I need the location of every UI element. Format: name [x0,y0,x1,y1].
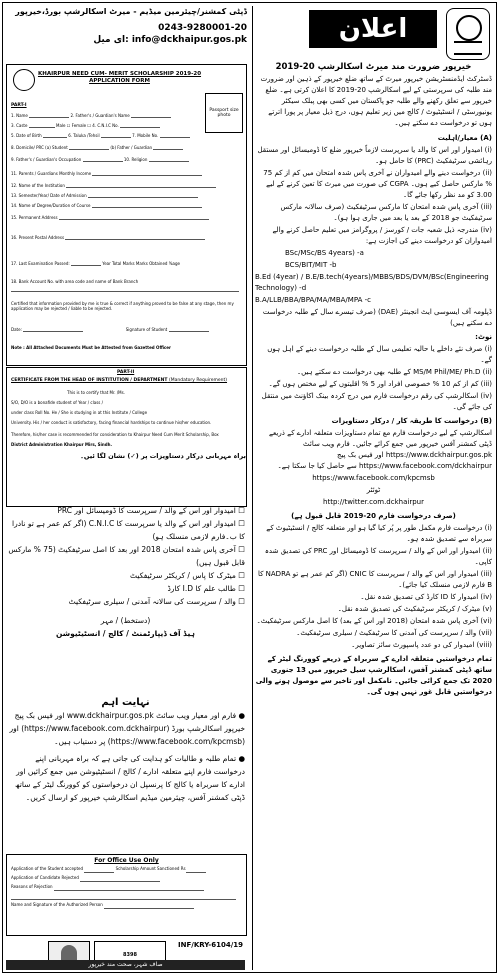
announcement-body [255,62,492,699]
important-point-text: تمام طلبہ و طالبات کو ہدایت کی جاتی ہے کہ براہ مہربانی اپنے درخواست فارم اپنے متعلقہ ادارے / کالج / انسٹیٹیوشن میں جمع کرائیں اور ادارے کا سربراہ یا کالج کا پرنسپل ان درخواستوں کو کوورنگ لیٹر کے ساتھ ڈپٹی کمشنر آفس، چیئرمین میڈیم اسکالرشپ خیرپور کو ارسال کریں۔ [15,754,245,802]
form-subtitle: APPLICATION FORM [89,78,150,84]
email-address[interactable]: info@dckhaipur.gos.pk [131,35,247,45]
notes-title: نوٹ: [475,333,492,341]
certificate-section [6,367,247,507]
doc-item: (vi) آخری پاس شدہ امتحان (2018 اور اس کے بعد) کا اصل مارکس سرٹیفکیٹ۔ [256,617,492,625]
exam-col-total: Total Marks [112,261,135,266]
course-item: BSc/MSc/BS 4years) -a [285,249,364,257]
doc-item: (ii) امیدوار اور اس کے والد / سرپرست کا ڈومیسائل اور PRC کی تصدیق شدہ کاپی۔ [264,547,492,566]
doc-item: (iii) امیدوار اور اس کے والد / سرپرست کا CNIC (اگر کم عمر ہے تو NADRA کا B فارم لازمی منسلک کیا جائے)۔ [257,570,492,589]
criteria-item: (iii) آخری پاس شدہ امتحان کا مارکس سرٹیفکیٹ (صرف سالانہ مارکس سرٹیفکیٹ جو 2018 کے بعد یا بعد میں جاری ہوا ہو)۔ [280,203,492,222]
announcement-intro: ڈسٹرکٹ ایڈمنسٹریشن خیرپور میرٹ کے ساتھ ضلع خیرپور کے ذہین اور ضرورت مند طلبہ کی سرپرستی کے لیے اسکالرشپ 20-2019 کا اعلان کرتی ہے۔ ضلع خیرپور سے تعلق رکھنے والے طلبہ جو پاکستان میں کسی بھی پبلک سیکٹر یونیورسٹی / انسٹیٹیوٹ / کالج میں زیر تعلیم ہوں، درج ذیل معیار پر پورا اترتے ہوں تو درخواست دے سکتے ہیں۔ [260,75,492,127]
office-row [7,900,246,909]
authorized-input[interactable] [104,904,194,909]
form-row-permanent-address [11,215,209,220]
father-name-input[interactable] [131,113,171,118]
announcement-subtitle: خیرپور ضرورت مند میرٹ اسکالرشپ 20-2019 [275,62,472,72]
note-item: (i) صرف نئے داخلے یا حالیہ تعلیمی سال کے طلبہ درخواست دینے کے اہل ہوں گے۔ [267,345,492,364]
office-row-authorized: Name and Signature of the Authorized Person [11,902,103,907]
domicile-father-input[interactable] [153,145,183,150]
last-exam-input[interactable] [71,261,101,266]
form-row-degree [11,203,202,208]
sex-female-option[interactable]: Female [71,123,87,128]
form-row-semester [11,193,198,198]
doc-item: (iv) امیدوار کا ID کارڈ کی تصدیق شدہ نقل۔ [360,593,492,601]
form-row-income [11,171,202,176]
criteria-item: (ii) درخواست دینے والے امیدواران نے آخری پاس شدہ امتحان میں کم از کم 75 % مارکس حاصل کیے ہوں۔ CGPA کی صورت میں میرٹ کا تعین کرنے کے لیے 3.00 کو مد نظر رکھا جائے گا۔ [263,169,492,199]
form-row-dob [11,133,190,138]
taluka-input[interactable] [101,133,131,138]
office-row-amount: Scholarship Amount Sanctioned [115,866,180,871]
checklist-head: ہیڈ آف ڈیپارٹمنٹ / کالج / انسٹیٹیوشن [56,629,195,638]
field-label-cnic: 4. C.N.I.C No. [92,123,119,128]
permanent-address-input[interactable] [59,215,209,220]
checklist-item-text: طالب علم کا I.D کارڈ [167,584,236,593]
form-row-present-address [11,235,205,240]
occupation-input[interactable] [83,157,123,162]
field-label-semester: 13. Semester/Year/ Date of Admission [11,193,87,198]
checklist-item[interactable]: ☐ والد / سرپرست کی سالانہ آمدنی / سیلری سرٹیفکیٹ [68,597,245,606]
form-row-occupation [11,157,189,162]
form-row-domicile [11,145,183,150]
domicile-student-input[interactable] [69,145,109,150]
cert-line-4: University. His / her conduct is satisfactory, facing financial hardships to continue his/her education. [11,420,212,425]
criteria-title: (A) معیار/اہلیت [437,134,492,142]
field-label-dob: 5. Date of Birth [11,133,42,138]
docs-title: (صرف درخواست فارم 20-2019 قابل قبول ہے) [291,512,456,520]
semester-input[interactable] [88,193,198,198]
cert-line-1: This is to certify that Mr. /Ms. [67,390,125,395]
office-use-title: For Office Use Only [94,857,159,864]
checklist [7,452,246,461]
checklist-item-text: میٹرک کا پاس / کریکٹر سرٹیفکیٹ [129,571,236,580]
board-title: ڈپٹی کمشنر/چیئرمین میڈیم - میرٹ اسکالرشپ بورڈ،خیرپور [15,7,247,16]
method-title: (B) درخواست کا طریقہ کار / درکار دستاویزات [331,417,492,425]
newspaper-advertisement [2,2,497,973]
field-label-last-exam: 17. Last Examination Passed: [11,261,70,266]
facebook-link[interactable]: https://www.facebook.com/kpcmsb [312,474,435,482]
course-item: B.A/LLB/BBA/BPA/MA/MBA/MPA -c [255,296,371,304]
form-title [37,71,202,85]
office-row [7,864,246,873]
course-item: BCS/BIT/MIT -b [285,261,337,269]
form-row-institution [11,183,216,188]
office-row [7,873,246,882]
diploma-text: ڈپلومہ آف ایسوسی ایٹ انجینئر (DAE) (صرف تیسرے سال کے طلبہ درخواست دے سکتے ہیں) [262,308,492,327]
application-form [6,64,247,366]
certificate-mandatory: (Mandatory Requirement) [169,378,228,383]
checklist-item[interactable]: ☐ امیدوار اور اس کے والد یا سرپرست کا C.N.I.C (اگر کم عمر ہے تو نادرا کا ب۔فارم لازمی منسلک ہو) [12,519,245,541]
signature-label: Signature of Student [125,327,168,332]
field-label-present-address: 16. Present Postal Address [11,235,65,240]
income-input[interactable] [92,171,202,176]
office-row-reasons: Reasons of Rejection [11,884,53,889]
field-label-taluka: 6. Taluka /Tehsil [68,133,100,138]
field-label-caste: 3. Caste [11,123,28,128]
announcement-title: اعلان [309,10,437,48]
field-label-father: 2. Father's / Guardian's Name [70,113,130,118]
amount-input[interactable] [186,868,206,873]
announcement-header [253,6,494,62]
signature-input[interactable] [169,327,209,332]
part2-label: PART-II [117,370,135,375]
rs-label: Rs [180,866,186,871]
important-section [6,696,245,804]
degree-input[interactable] [92,203,202,208]
twitter-label: ٹوئٹر [366,486,381,494]
doc-item: (i) درخواست فارم مکمل طور پر پُر کیا گیا ہو اور متعلقہ کالج / انسٹیٹیوٹ کے سربراہ سے تصدیق شدہ ہو۔ [266,524,492,543]
present-address-input[interactable] [65,235,205,240]
field-label-bank: 18. Bank Account No. with area code and name of Bank Branch [11,279,139,284]
checklist-item[interactable]: ☐ میٹرک کا پاس / کریکٹر سرٹیفکیٹ [129,571,245,580]
form-title-text: KHAIRPUR NEED CUM- MERIT SCHOLARSHIP 2019-20 [37,71,202,77]
mobile-input[interactable] [160,133,190,138]
form-row-caste: 3. Caste Male ☐ Female ☐ 4. C.N.I.C No. [11,123,160,128]
email-label: ای میل: [93,35,129,45]
important-point: ● فارم اور معیار ویب سائٹ www.dckhairpur.gos.pk اور فیس بک پیج خیرپور اسکالرشپ بورڈ (https://www.facebook.com.dckhairpur) اور (https://www.facebook.com/kpcmsb) پر دستیاب ہیں۔ [9,711,245,746]
cnic-input[interactable] [120,123,160,128]
checklist-item-text: امیدوار اور اس کے والد / سرپرست کا ڈومیسائل اور PRC [57,506,236,515]
field-label-domicile: 8. Domicile/ PRC (a) Student [11,145,68,150]
office-row [7,882,246,891]
left-column [6,6,247,970]
checklist-signature: (دستخط) / مہر [100,616,151,625]
cert-line-3: under class Roll No. He / She is studying in at this Institute / College [11,410,148,415]
district-logo-icon [13,69,35,91]
field-label-name: 1. Name [11,113,28,118]
note-item: (iv) اسکالرشپ کی رقم درخواست فارم میں درج کردہ بینک اکاؤنٹ میں منتقل کی جائے گی۔ [261,392,492,411]
field-label-income: 11. Parents / Guardians Monthly Income [11,171,92,176]
checklist-item-text: والد / سرپرست کی سالانہ آمدنی / سیلری سرٹیفکیٹ [68,597,236,606]
field-label-permanent-address: 15. Permanent Address [11,215,58,220]
cert-line-5: Therefore, his/her case is recommended for consideration to Khairpur Need Cum Merit Scholarship, Box [11,432,219,437]
field-label-religion: 10. Religion [123,157,148,162]
method-text: اسکالرشپ کے لیے درخواست فارم مع تمام دستاویزات متعلقہ ادارے کے ذریعے ڈپٹی کمشنر آفس خیرپور میں جمع کرائے جائیں۔ فارم ویب سائٹ https://www.dckhairpur.gos.pk اور فیس بک پیج https://www.facebook.com/dckhairpur سے حاصل کیا جا سکتا ہے۔ [268,429,492,470]
exam-col-year: Year [102,261,111,266]
slogan-strip: صاف شہر، صحت مند خیرپور [6,960,245,970]
office-row [7,891,246,900]
important-title: نہایت اہم [101,697,150,708]
criteria-item: (iv) مندرجہ ذیل شعبہ جات / کورسز / پروگرامز میں تعلیم حاصل کرنے والے امیدواران کو درخواست دینے کی اجازت ہے: [272,226,492,245]
checklist-item[interactable]: ☐ امیدوار اور اس کے والد / سرپرست کا ڈومیسائل اور PRC [57,506,245,515]
course-item: B.Ed (4year) / B.E/B.tech(4years)/MBBS/BDS/DVM/BSc(Engineering Technology) -d [255,273,489,292]
attested-note: Note : All Attached Documents Must be Attested from Gazetted Officer [11,345,171,350]
reference-number: INF/KRY-6104/19 [178,941,243,949]
form-row-name [11,113,171,118]
checklist-item-text: امیدوار اور اس کے والد یا سرپرست کا C.N.I.C (اگر کم عمر ہے تو نادرا کا ب۔فارم لازمی منسلک ہو) [12,519,245,541]
email-line [6,34,247,46]
form-row-last-exam [11,261,180,266]
closing-text: تمام درخواستیں متعلقہ ادارے کے سربراہ کے ذریعے کوورنگ لیٹر کے ساتھ ڈپٹی کمشنر آفس، اسکالرشپ سیل خیرپور میں 13 جنوری 2020 تک جمع کرائی جائیں۔ نامکمل اور تاخیر سے موصول ہونے والی درخواستیں قابل غور نہیں ہوں گی۔ [255,655,492,696]
note-item: (ii) MS/M Phil/ME/ Ph.D کے طلبہ بھی درخواست دے سکتے ہیں۔ [297,368,492,376]
checklist-intro: براہ مہربانی درکار دستاویزات پر (✓) نشان لگا ئیں۔ [80,452,246,460]
phone-number: 0243-9280001-20 [158,23,247,33]
form-row-date-signature [11,327,209,332]
certificate-title [11,378,227,383]
religion-input[interactable] [149,157,189,162]
doc-item: (viii) امیدوار کی دو عدد پاسپورٹ سائز تصاویر۔ [351,641,492,649]
important-point-text: فارم اور معیار ویب سائٹ www.dckhairpur.gos.pk اور فیس بک پیج خیرپور اسکالرشپ بورڈ (https://www.facebook.com.dckhairpur) اور (https://www.facebook.com/kpcmsb) پر دستیاب ہیں۔ [9,711,245,746]
doc-item: (vii) والد / سرپرست کی آمدنی کا سرٹیفکیٹ / سیلری سرٹیفکیٹ۔ [296,629,492,637]
exam-col-percentage: %age [168,261,180,266]
certificate-title-text: CERTIFICATE FROM THE HEAD OF INSTITUTION / DEPARTMENT [11,378,168,383]
checklist-item[interactable]: ☐ آخری پاس شدہ امتحان 2018 اور بعد کا اصل سرٹیفکیٹ (75 % مارکس قابل قبول ہیں) [8,545,245,567]
exam-col-obtained: Marks Obtained [135,261,168,266]
sex-male-option[interactable]: Male [56,123,66,128]
checklist-item-text: آخری پاس شدہ امتحان 2018 اور بعد کا اصل سرٹیفکیٹ (75 % مارکس قابل قبول ہیں) [8,545,245,567]
certify-text: Certified that information provided by me is true & correct if anything proved to be false at any stage, then my application may be rejected / liable to be rejected. [11,301,234,311]
note-item: (iii) کم از کم 10 % خصوصی افراد اور 5 % اقلیتوں کے لیے مختص ہوں گے۔ [268,380,492,388]
sindh-emblem-icon [446,8,490,60]
footer-strip: 8398 [94,941,166,969]
checklist-items [6,504,245,640]
cert-line-6: District Administration Khairpur Mirs, Sindh. [11,442,112,447]
office-row-rejected: Application of Candidate Rejected [11,875,79,880]
caste-input[interactable] [29,123,55,128]
twitter-link[interactable]: http://twitter.com.dckhairpur [323,498,424,506]
form-row-bank [11,279,138,284]
doc-item: (v) میٹرک / کریکٹر سرٹیفکیٹ کی تصدیق شدہ نقل۔ [337,605,492,613]
photo-box: Passport size photo [205,93,243,133]
field-label-institution: 12. Name of the Institution [11,183,65,188]
checklist-item[interactable]: ☐ طالب علم کا I.D کارڈ [167,584,245,593]
office-use-box [6,854,247,936]
part1-label: PART-I [11,103,27,108]
dob-input[interactable] [43,133,67,138]
important-point: ● تمام طلبہ و طالبات کو ہدایت کی جاتی ہے کہ براہ مہربانی اپنے درخواست فارم اپنے متعلقہ ادارے / کالج / انسٹیٹیوشن میں جمع کرائیں اور ادارے کا سربراہ یا کالج کا پرنسپل ان درخواستوں کو کوورنگ لیٹر کے ساتھ ڈپٹی کمشنر آفس، چیئرمین میڈیم اسکالرشپ خیرپور کو ارسال کریں۔ [15,754,245,802]
form-row-bank-line [11,287,239,292]
field-label-domicile-father: (b) Father / Guardian [110,145,153,150]
bank-account-input[interactable] [11,287,239,292]
date-label: Date: [11,327,22,332]
field-label-mobile: 7. Mobile No. [132,133,159,138]
institution-input[interactable] [66,183,216,188]
name-input[interactable] [29,113,69,118]
criteria-item: (i) امیدوار اور اس کا والد یا سرپرست لازماً خیرپور ضلع کا ڈومیسائل اور مستقل رہائشی سرٹیفکیٹ (PRC) کا حامل ہو۔ [257,146,492,165]
field-label-degree: 14. Name of Degree/Duration of Course [11,203,91,208]
right-column [252,6,494,970]
office-row-accepted: Application of the Student accepted [11,866,84,871]
cert-line-2: S/O, D/O is a bonafide student of Year / class / [11,400,103,405]
date-input[interactable] [23,327,83,332]
field-label-occupation: 9. Father's / Guardian's Occupation [11,157,82,162]
